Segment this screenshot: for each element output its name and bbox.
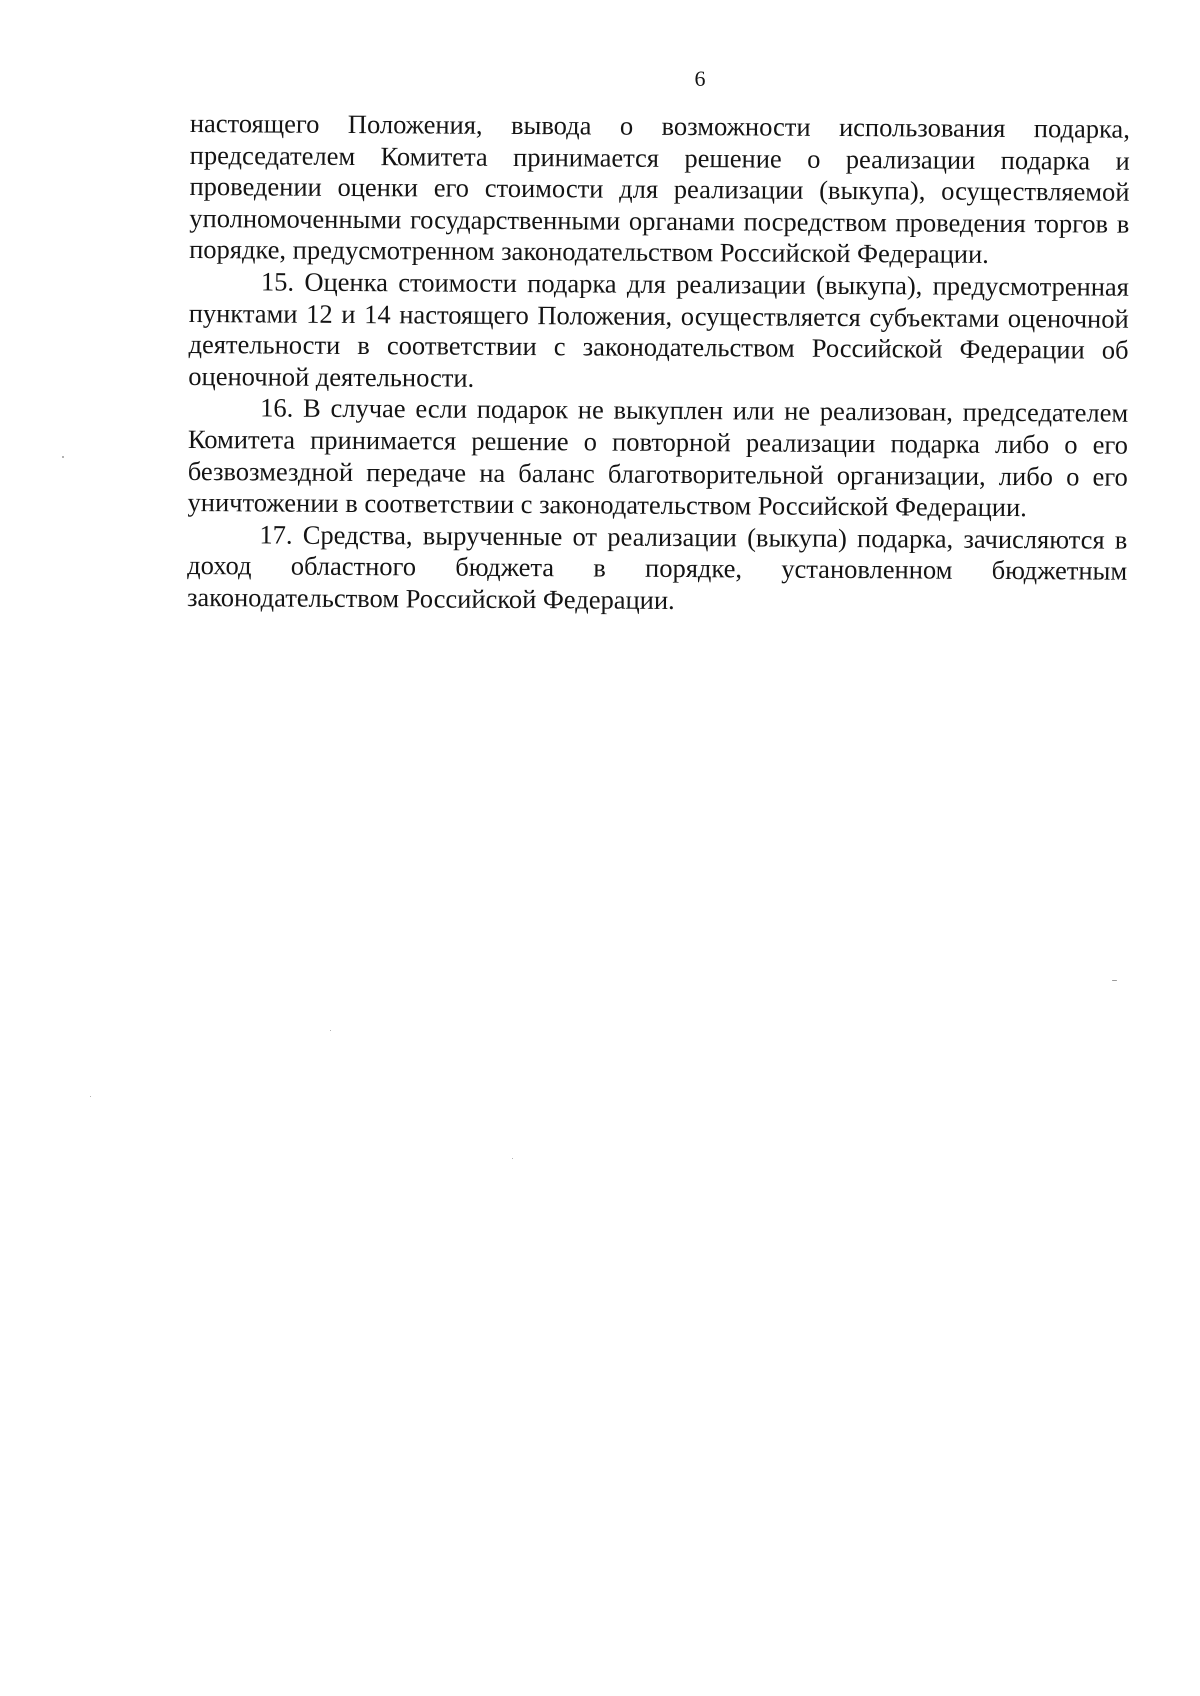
scan-speck <box>90 1096 91 1097</box>
paragraph-item-17: 17. Средства, вырученные от реализации (выкупа) подарка, зачисляются в доход областного бюджета в порядке, установленном бюджетным законодательством Российской Федерации. <box>186 519 1128 615</box>
paragraph-continuation: настоящего Положения, вывода о возможности использования подарка, председателем Комитета принимается решение о реализации подарка и проведении оценки его стоимости для реализации (выкупа), осуществляемой уполномоченными государственными органами посредством проведения торгов в порядке, предусмотренном законодательством Российской Федерации. <box>189 108 1130 270</box>
scan-speck <box>330 1030 331 1031</box>
document-body <box>187 108 1130 619</box>
paragraph-item-15: 15. Оценка стоимости подарка для реализации (выкупа), предусмотренная пунктами 12 и 14 настоящего Положения, осуществляется субъектами оценочной деятельности в соответствии с законодательством Российской Федерации об оценочной деятельности. <box>188 266 1130 393</box>
scan-speck <box>1112 980 1117 981</box>
scan-speck <box>512 1158 513 1159</box>
paragraph-item-16: 16. В случае если подарок не выкуплен или не реализован, председателем Комитета принимается решение о повторной реализации подарка либо о его безвозмездной передаче на баланс благотворительной организации, либо о его уничтожении в соответствии с законодательством Российской Федерации. <box>187 392 1129 523</box>
page-number: 6 <box>694 66 706 91</box>
scan-speck <box>62 456 64 458</box>
